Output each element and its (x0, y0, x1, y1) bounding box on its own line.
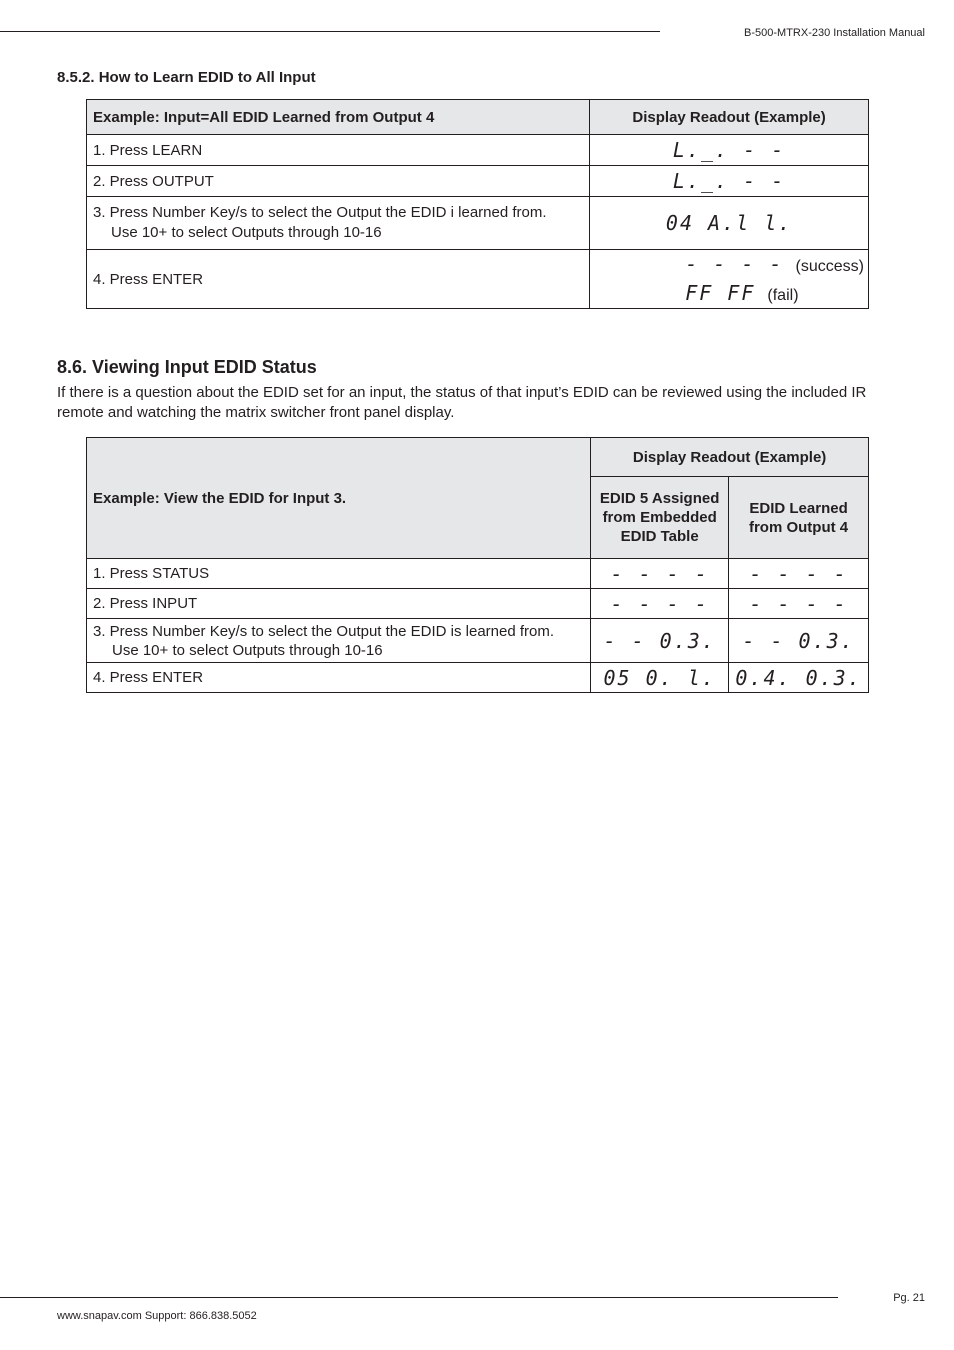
step-text: 3. Press Number Key/s to select the Output the EDID i learned from. (93, 204, 547, 221)
learn-edid-table (86, 99, 869, 309)
lcd-readout: - - 0.3. (591, 619, 729, 663)
readout-stack (685, 250, 868, 308)
table-row (87, 197, 869, 250)
lcd-readout: 0.4. 0.3. (729, 663, 869, 693)
lcd-readout: - - 0.3. (729, 619, 869, 663)
lcd-readout: - - - - (591, 589, 729, 619)
step-subtext: Use 10+ to select Outputs through 10-16 (111, 224, 382, 241)
table-row (87, 663, 869, 693)
footer-rule (0, 1297, 838, 1298)
view-edid-table (86, 437, 869, 693)
readout-stack-cell (590, 250, 869, 309)
section-86-title: 8.6. Viewing Input EDID Status (57, 357, 317, 377)
step-cell (87, 619, 591, 663)
lcd-readout: - - - - (729, 589, 869, 619)
step-text: 3. Press Number Key/s to select the Output the EDID is learned from. (93, 622, 555, 640)
step-text: 2. Press INPUT (87, 589, 591, 619)
table-header-learned: EDID Learned from Output 4 (729, 477, 869, 559)
table-row (87, 559, 869, 589)
table-header-readout-group: Display Readout (Example) (591, 438, 869, 477)
table-header-edid5: EDID 5 Assigned from Embedded EDID Table (591, 477, 729, 559)
table-header-readout: Display Readout (Example) (590, 100, 869, 135)
readout-fail-line (685, 279, 798, 308)
readout-note: (success) (795, 258, 864, 275)
manual-title: B-500-MTRX-230 Installation Manual (744, 27, 925, 39)
readout-success-line (685, 250, 864, 279)
table-row (87, 250, 869, 309)
section-86-paragraph: If there is a question about the EDID set for an input, the status of that input’s EDID can be reviewed using the included IR remote and watching the matrix switcher front panel display. (57, 384, 867, 421)
lcd-readout: - - - - (729, 559, 869, 589)
table-row (87, 619, 869, 663)
table-row (87, 135, 869, 166)
section-852-title: 8.5.2. How to Learn EDID to All Input (57, 69, 316, 86)
step-text: 1. Press STATUS (87, 559, 591, 589)
step-text: 1. Press LEARN (87, 135, 590, 166)
lcd-readout: 04 A.l l. (590, 197, 869, 250)
lcd-readout: 05 0. l. (591, 663, 729, 693)
table-header-example: Example: Input=All EDID Learned from Output 4 (87, 100, 590, 135)
footer-contact: www.snapav.com Support: 866.838.5052 (57, 1310, 257, 1322)
step-cell (87, 197, 590, 250)
step-text: 4. Press ENTER (87, 250, 590, 309)
page-number: Pg. 21 (893, 1292, 925, 1304)
lcd-readout: - - - - (685, 252, 784, 276)
lcd-readout: L._. - - (590, 135, 869, 166)
table-header-example: Example: View the EDID for Input 3. (87, 438, 591, 559)
step-subtext: Use 10+ to select Outputs through 10-16 (112, 641, 383, 659)
table-row (87, 589, 869, 619)
lcd-readout: FF FF (685, 281, 756, 305)
lcd-readout: L._. - - (590, 166, 869, 197)
readout-note: (fail) (767, 287, 799, 304)
step-text: 2. Press OUTPUT (87, 166, 590, 197)
lcd-readout: - - - - (591, 559, 729, 589)
step-text: 4. Press ENTER (87, 663, 591, 693)
table-row (87, 166, 869, 197)
header-rule (0, 31, 660, 32)
